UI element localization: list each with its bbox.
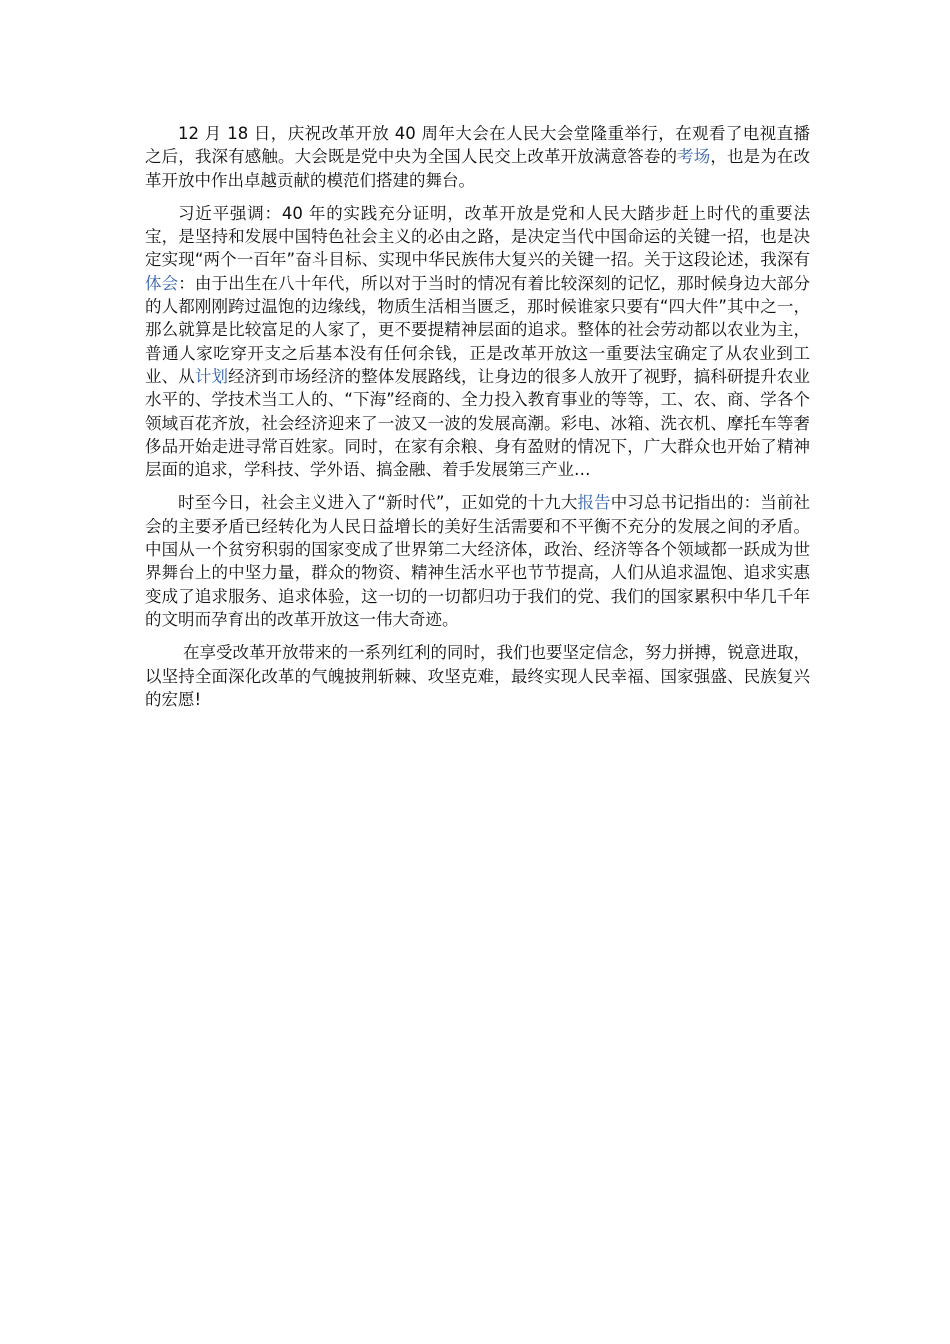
paragraph-3-text-1: 时至今日，社会主义进入了“新时代”，正如党的十九大 (178, 493, 578, 513)
paragraph-2-text-3: 经济到市场经济的整体发展路线，让身边的很多人放开了视野，搞科研提升农业水平的、学技术当工人的、“下海”经商的、全力投入教育事业的等等，工、农、商、学各个领域百花齐放，社会经济迎来了一波又一波的发展高潮。彩电、冰箱、洗衣机、摩托车等奢侈品开始走进寻常百姓家。同时，在家有余粮、身有盈财的情况下，广大群众也开始了精神层面的追求，学科技、学外语、搞金融、着手发展第三产业… (145, 366, 811, 480)
link-jihua[interactable]: 计划 (194, 366, 229, 386)
paragraph-4 (145, 641, 810, 711)
article-body (145, 122, 810, 711)
paragraph-1 (145, 122, 810, 192)
link-tihui[interactable]: 体会 (145, 273, 179, 293)
paragraph-4-text-1: 在享受改革开放带来的一系列红利的同时，我们也要坚定信念，努力拼搏，锐意进取，以坚持全面深化改革的气魄披荆斩棘、攻坚克难，最终实现人民幸福、国家强盛、民族复兴的宏愿! (145, 643, 810, 709)
paragraph-3-text-2: 中习总书记指出的：当前社会的主要矛盾已经转化为人民日益增长的美好生活需要和不平衡不充分的发展之间的矛盾。中国从一个贫穷积弱的国家变成了世界第二大经济体，政治、经济等各个领域都一跃成为世界舞台上的中坚力量，群众的物资、精神生活水平也节节提高，人们从追求温饱、追求实惠变成了追求服务、追求体验，这一切的一切都归功于我们的党、我们的国家累积中华几千年的文明而孕育出的改革开放这一伟大奇迹。 (145, 493, 811, 629)
paragraph-3 (145, 491, 810, 631)
paragraph-1-text-2: ，也是为在改革开放中作出卓越贡献的模范们搭建的舞台。 (145, 147, 811, 190)
link-baogao[interactable]: 报告 (577, 493, 611, 513)
paragraph-2-text-1: 习近平强调：40 年的实践充分证明，改革开放是党和人民大踏步赶上时代的重要法宝，是坚持和发展中国特色社会主义的必由之路，是决定当代中国命运的关键一招，也是决定实现“两个一百年”奋斗目标、实现中华民族伟大复兴的关键一招。关于这段论述，我深有 (145, 203, 810, 270)
link-kaochang[interactable]: 考场 (677, 147, 711, 167)
paragraph-2-text-2: ：由于出生在八十年代，所以对于当时的情况有着比较深刻的记忆，那时候身边大部分的人都刚刚跨过温饱的边缘线，物质生活相当匮乏，那时候谁家只要有“四大件”其中之一，那么就算是比较富足的人家了，更不要提精神层面的追求。整体的社会劳动都以农业为主，普通人家吃穿开支之后基本没有任何余钱，正是改革开放这一重要法宝确定了从农业到工业、从 (145, 273, 811, 386)
paragraph-2 (145, 202, 810, 482)
paragraph-1-text-1: 12 月 18 日，庆祝改革开放 40 周年大会在人民大会堂隆重举行，在观看了电视直播之后，我深有感触。大会既是党中央为全国人民交上改革开放满意答卷的 (145, 124, 810, 167)
